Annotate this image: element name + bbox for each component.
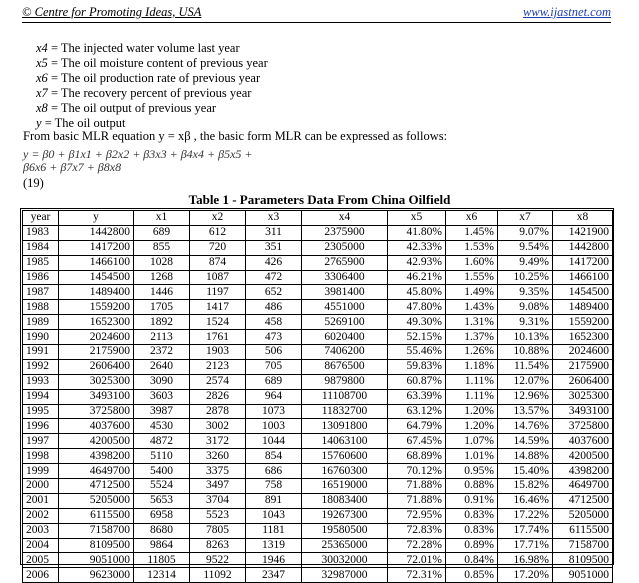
table-cell-y: 1489400 (59, 285, 134, 300)
table-cell-x2: 11092 (190, 568, 246, 583)
table-cell-x6: 1.31% (446, 315, 498, 330)
table-cell-x8: 4398200 (553, 464, 613, 479)
table-row (23, 359, 613, 374)
table-cell-x3: 891 (246, 493, 302, 508)
table-cell-x1: 689 (134, 225, 190, 240)
table-caption: Table 1 - Parameters Data From China Oilfield (188, 192, 451, 207)
table-header-row (23, 211, 613, 226)
table-cell-year: 1994 (23, 389, 59, 404)
table-cell-x8: 9051000 (553, 568, 613, 583)
table-cell-x8: 1559200 (553, 315, 613, 330)
table-cell-x5: 59.83% (388, 359, 446, 374)
table-cell-x2: 3497 (190, 479, 246, 494)
table-row (23, 389, 613, 404)
table-row (23, 493, 613, 508)
table-cell-x2: 1087 (190, 270, 246, 285)
table-cell-x3: 1044 (246, 434, 302, 449)
table-row (23, 285, 613, 300)
table-cell-x2: 1197 (190, 285, 246, 300)
table-cell-x6: 0.84% (446, 553, 498, 568)
table-cell-x1: 4872 (134, 434, 190, 449)
table-cell-x1: 5400 (134, 464, 190, 479)
table-cell-x1: 12314 (134, 568, 190, 583)
table-cell-x4: 2765900 (302, 255, 388, 270)
table-cell-x5: 71.88% (388, 493, 446, 508)
table-cell-x5: 63.39% (388, 389, 446, 404)
table-cell-x8: 2606400 (553, 374, 613, 389)
table-cell-x4: 25365000 (302, 538, 388, 553)
table-cell-x2: 2826 (190, 389, 246, 404)
table-cell-x6: 1.20% (446, 419, 498, 434)
table-cell-x6: 1.01% (446, 449, 498, 464)
table-cell-y: 4649700 (59, 464, 134, 479)
table-cell-x2: 612 (190, 225, 246, 240)
table-cell-x7: 9.08% (498, 300, 553, 315)
table-cell-x3: 964 (246, 389, 302, 404)
table-cell-y: 5205000 (59, 493, 134, 508)
table-cell-x2: 3172 (190, 434, 246, 449)
table-cell-x3: 686 (246, 464, 302, 479)
table-cell-year: 1999 (23, 464, 59, 479)
table-cell-x5: 72.83% (388, 523, 446, 538)
table-cell-x2: 2123 (190, 359, 246, 374)
table-cell-x2: 720 (190, 240, 246, 255)
table-cell-x7: 12.07% (498, 374, 553, 389)
equation-line-1: y = β0 + β1x1 + β2x2 + β3x3 + β4x4 + β5x5 + (23, 147, 253, 161)
table-cell-year: 2000 (23, 479, 59, 494)
table-cell-x7: 9.31% (498, 315, 553, 330)
mlr-equation (23, 148, 253, 174)
table-cell-x8: 4712500 (553, 493, 613, 508)
table-cell-year: 1996 (23, 419, 59, 434)
table-cell-x1: 1268 (134, 270, 190, 285)
table-cell-year: 1991 (23, 345, 59, 360)
equation-number: (19) (23, 176, 44, 190)
table-cell-year: 1992 (23, 359, 59, 374)
table-row (23, 270, 613, 285)
table-cell-x5: 64.79% (388, 419, 446, 434)
table-cell-x6: 1.45% (446, 225, 498, 240)
table-cell-x6: 1.26% (446, 345, 498, 360)
table-cell-x4: 8676500 (302, 359, 388, 374)
table-row (23, 255, 613, 270)
table-cell-x8: 3493100 (553, 404, 613, 419)
table-cell-x4: 19580500 (302, 523, 388, 538)
table-cell-x1: 6958 (134, 508, 190, 523)
table-cell-x8: 1421900 (553, 225, 613, 240)
table-cell-x6: 1.43% (446, 300, 498, 315)
table-cell-y: 7158700 (59, 523, 134, 538)
table-cell-x7: 10.88% (498, 345, 553, 360)
table-cell-year: 2003 (23, 523, 59, 538)
table-cell-year: 1986 (23, 270, 59, 285)
table-cell-year: 1984 (23, 240, 59, 255)
table-cell-y: 1454500 (59, 270, 134, 285)
table-cell-x8: 2024600 (553, 345, 613, 360)
table-cell-x8: 1417200 (553, 255, 613, 270)
table-cell-x3: 758 (246, 479, 302, 494)
table-cell-x6: 1.60% (446, 255, 498, 270)
table-cell-x1: 855 (134, 240, 190, 255)
table-cell-x7: 9.54% (498, 240, 553, 255)
table-cell-y: 4712500 (59, 479, 134, 494)
table-cell-year: 2001 (23, 493, 59, 508)
table-cell-x4: 19267300 (302, 508, 388, 523)
column-header-x4: x4 (302, 211, 388, 226)
table-cell-year: 1995 (23, 404, 59, 419)
table-cell-x4: 13091800 (302, 419, 388, 434)
table-cell-x3: 473 (246, 330, 302, 345)
table-cell-y: 1652300 (59, 315, 134, 330)
definition-item: x6 = The oil production rate of previous year (36, 71, 261, 85)
table-cell-y: 9623000 (59, 568, 134, 583)
table-row (23, 553, 613, 568)
table-cell-x7: 12.96% (498, 389, 553, 404)
table-cell-x2: 9522 (190, 553, 246, 568)
table-cell-x2: 1417 (190, 300, 246, 315)
table-cell-x8: 2175900 (553, 359, 613, 374)
table-cell-x5: 72.28% (388, 538, 446, 553)
table-row (23, 345, 613, 360)
table-cell-y: 1442800 (59, 225, 134, 240)
table-cell-y: 9051000 (59, 553, 134, 568)
column-header-year: year (23, 211, 59, 226)
table-row (23, 508, 613, 523)
table-cell-y: 2175900 (59, 345, 134, 360)
table-cell-x7: 17.20% (498, 568, 553, 583)
equation-line-2: β6x6 + β7x7 + β8x8 (23, 160, 122, 174)
table-cell-x6: 1.11% (446, 374, 498, 389)
table-cell-x6: 1.11% (446, 389, 498, 404)
table-cell-x6: 1.55% (446, 270, 498, 285)
table-cell-x4: 30032000 (302, 553, 388, 568)
table-cell-x6: 0.89% (446, 538, 498, 553)
table-cell-x1: 3090 (134, 374, 190, 389)
table-cell-x1: 2113 (134, 330, 190, 345)
table-cell-x7: 16.46% (498, 493, 553, 508)
table-row (23, 523, 613, 538)
table-cell-y: 4200500 (59, 434, 134, 449)
table-cell-x2: 1761 (190, 330, 246, 345)
table-cell-x2: 1524 (190, 315, 246, 330)
table-cell-x4: 3306400 (302, 270, 388, 285)
table-cell-x1: 8680 (134, 523, 190, 538)
table-cell-y: 3493100 (59, 389, 134, 404)
table-cell-x4: 15760600 (302, 449, 388, 464)
table-cell-x3: 458 (246, 315, 302, 330)
table-cell-x4: 11832700 (302, 404, 388, 419)
table-cell-x5: 72.31% (388, 568, 446, 583)
table-cell-x2: 3260 (190, 449, 246, 464)
table-cell-x4: 2305000 (302, 240, 388, 255)
table-cell-x5: 67.45% (388, 434, 446, 449)
publisher-name: © Centre for Promoting Ideas, USA (22, 5, 202, 19)
table-cell-x1: 11805 (134, 553, 190, 568)
table-cell-x8: 1652300 (553, 330, 613, 345)
table-cell-y: 1417200 (59, 240, 134, 255)
table-cell-x6: 1.20% (446, 404, 498, 419)
table-cell-x8: 5205000 (553, 508, 613, 523)
page-header (22, 4, 611, 23)
table-cell-y: 4037600 (59, 419, 134, 434)
table-row (23, 434, 613, 449)
table-cell-x7: 14.76% (498, 419, 553, 434)
table-cell-x4: 6020400 (302, 330, 388, 345)
table-cell-x5: 42.93% (388, 255, 446, 270)
table-cell-x2: 3375 (190, 464, 246, 479)
table-cell-x8: 3725800 (553, 419, 613, 434)
table-cell-x2: 3002 (190, 419, 246, 434)
table-cell-x6: 0.88% (446, 479, 498, 494)
table-cell-x2: 3704 (190, 493, 246, 508)
table-cell-x2: 2574 (190, 374, 246, 389)
table-cell-x3: 1073 (246, 404, 302, 419)
table-cell-y: 3725800 (59, 404, 134, 419)
table-cell-x8: 8109500 (553, 553, 613, 568)
table-cell-x6: 0.83% (446, 523, 498, 538)
table-cell-year: 1987 (23, 285, 59, 300)
table-cell-x5: 63.12% (388, 404, 446, 419)
table-cell-x3: 506 (246, 345, 302, 360)
table-cell-x4: 32987000 (302, 568, 388, 583)
table-row (23, 419, 613, 434)
table-cell-x2: 2878 (190, 404, 246, 419)
table-cell-x5: 72.01% (388, 553, 446, 568)
table-cell-year: 2005 (23, 553, 59, 568)
column-header-x2: x2 (190, 211, 246, 226)
table-cell-x6: 1.07% (446, 434, 498, 449)
table-cell-x8: 1466100 (553, 270, 613, 285)
table-cell-x6: 1.53% (446, 240, 498, 255)
definition-item: x8 = The oil output of previous year (36, 101, 217, 115)
table-cell-x7: 9.49% (498, 255, 553, 270)
table-cell-x7: 10.25% (498, 270, 553, 285)
table-cell-x3: 689 (246, 374, 302, 389)
table-cell-x4: 14063100 (302, 434, 388, 449)
table-cell-x4: 18083400 (302, 493, 388, 508)
table-cell-x1: 5110 (134, 449, 190, 464)
table-cell-year: 2004 (23, 538, 59, 553)
table-cell-x3: 1043 (246, 508, 302, 523)
table-cell-x6: 1.49% (446, 285, 498, 300)
table-cell-x1: 9864 (134, 538, 190, 553)
table-cell-year: 2002 (23, 508, 59, 523)
table-cell-year: 1997 (23, 434, 59, 449)
table-cell-x7: 14.59% (498, 434, 553, 449)
table-cell-x5: 52.15% (388, 330, 446, 345)
table-cell-x2: 7805 (190, 523, 246, 538)
definition-item: x4 = The injected water volume last year (36, 41, 240, 55)
table-cell-x6: 0.83% (446, 508, 498, 523)
column-header-x1: x1 (134, 211, 190, 226)
table-cell-x3: 705 (246, 359, 302, 374)
table-cell-x4: 4551000 (302, 300, 388, 315)
table-cell-x5: 49.30% (388, 315, 446, 330)
table-cell-y: 3025300 (59, 374, 134, 389)
column-header-x6: x6 (446, 211, 498, 226)
table-cell-x7: 17.22% (498, 508, 553, 523)
table-cell-x1: 1892 (134, 315, 190, 330)
table-row (23, 300, 613, 315)
table-cell-x7: 15.82% (498, 479, 553, 494)
column-header-x3: x3 (246, 211, 302, 226)
table-cell-x8: 4649700 (553, 479, 613, 494)
table-row (23, 538, 613, 553)
table-cell-x8: 7158700 (553, 538, 613, 553)
table-cell-x7: 9.35% (498, 285, 553, 300)
table-cell-y: 4398200 (59, 449, 134, 464)
table-cell-x2: 1903 (190, 345, 246, 360)
table-cell-x8: 1489400 (553, 300, 613, 315)
table-cell-x8: 1454500 (553, 285, 613, 300)
table-cell-x4: 9879800 (302, 374, 388, 389)
table-cell-x1: 2372 (134, 345, 190, 360)
table-cell-year: 1998 (23, 449, 59, 464)
table-cell-x5: 68.89% (388, 449, 446, 464)
table-row (23, 479, 613, 494)
table-cell-x2: 5523 (190, 508, 246, 523)
table-cell-x8: 4037600 (553, 434, 613, 449)
table-cell-x5: 71.88% (388, 479, 446, 494)
definition-item: y = The oil output (36, 116, 126, 130)
table-cell-year: 1993 (23, 374, 59, 389)
parameters-table (22, 210, 613, 583)
table-cell-x4: 16760300 (302, 464, 388, 479)
mlr-intro-text: From basic MLR equation y = xβ , the basic form MLR can be expressed as follows: (23, 129, 448, 143)
table-row (23, 464, 613, 479)
column-header-y: y (59, 211, 134, 226)
table-cell-year: 1988 (23, 300, 59, 315)
table-cell-year: 1989 (23, 315, 59, 330)
table-cell-y: 6115500 (59, 508, 134, 523)
table-cell-x6: 1.18% (446, 359, 498, 374)
table-cell-year: 1983 (23, 225, 59, 240)
table-cell-x5: 41.80% (388, 225, 446, 240)
table-cell-x3: 472 (246, 270, 302, 285)
table-cell-x1: 1028 (134, 255, 190, 270)
table-cell-x4: 2375900 (302, 225, 388, 240)
table-cell-x7: 15.40% (498, 464, 553, 479)
table-row (23, 315, 613, 330)
table-cell-x3: 426 (246, 255, 302, 270)
table-cell-x7: 14.88% (498, 449, 553, 464)
table-cell-x4: 16519000 (302, 479, 388, 494)
table-cell-year: 2006 (23, 568, 59, 583)
table-row (23, 568, 613, 583)
table-cell-x3: 854 (246, 449, 302, 464)
table-cell-x8: 4200500 (553, 449, 613, 464)
table-cell-x6: 0.91% (446, 493, 498, 508)
table-cell-x3: 1181 (246, 523, 302, 538)
table-cell-y: 1466100 (59, 255, 134, 270)
table-cell-x5: 46.21% (388, 270, 446, 285)
table-cell-year: 1985 (23, 255, 59, 270)
table-cell-year: 1990 (23, 330, 59, 345)
table-cell-x1: 3603 (134, 389, 190, 404)
table-cell-x5: 47.80% (388, 300, 446, 315)
table-cell-x3: 1003 (246, 419, 302, 434)
table-cell-x5: 60.87% (388, 374, 446, 389)
table-cell-y: 8109500 (59, 538, 134, 553)
table-cell-x7: 10.13% (498, 330, 553, 345)
table-cell-x3: 1319 (246, 538, 302, 553)
table-cell-x1: 3987 (134, 404, 190, 419)
table-cell-x7: 17.74% (498, 523, 553, 538)
table-cell-x1: 4530 (134, 419, 190, 434)
table-cell-x4: 3981400 (302, 285, 388, 300)
table-cell-x6: 1.37% (446, 330, 498, 345)
table-row (23, 240, 613, 255)
table-cell-x3: 1946 (246, 553, 302, 568)
table-row (23, 330, 613, 345)
table-cell-x8: 3025300 (553, 389, 613, 404)
column-header-x5: x5 (388, 211, 446, 226)
definition-item: x7 = The recovery percent of previous year (36, 86, 252, 100)
table-cell-x8: 1442800 (553, 240, 613, 255)
column-header-x7: x7 (498, 211, 553, 226)
table-cell-x2: 8263 (190, 538, 246, 553)
table-cell-x3: 311 (246, 225, 302, 240)
table-cell-x1: 2640 (134, 359, 190, 374)
table-row (23, 449, 613, 464)
variable-definitions (36, 41, 268, 131)
table-cell-x6: 0.85% (446, 568, 498, 583)
definition-item: x5 = The oil moisture content of previous year (36, 56, 268, 70)
table-cell-x1: 1705 (134, 300, 190, 315)
table-cell-x4: 5269100 (302, 315, 388, 330)
table-row (23, 404, 613, 419)
table-cell-x1: 5653 (134, 493, 190, 508)
table-cell-x7: 11.54% (498, 359, 553, 374)
table-cell-x5: 72.95% (388, 508, 446, 523)
table-cell-x3: 351 (246, 240, 302, 255)
table-cell-x5: 70.12% (388, 464, 446, 479)
table-cell-x1: 5524 (134, 479, 190, 494)
table-cell-x3: 486 (246, 300, 302, 315)
table-row (23, 225, 613, 240)
journal-url-link[interactable]: www.ijastnet.com (523, 5, 611, 19)
table-cell-x5: 45.80% (388, 285, 446, 300)
table-cell-x5: 55.46% (388, 345, 446, 360)
table-row (23, 374, 613, 389)
table-cell-x7: 9.07% (498, 225, 553, 240)
table-cell-y: 2024600 (59, 330, 134, 345)
table-cell-x3: 652 (246, 285, 302, 300)
table-cell-x7: 17.71% (498, 538, 553, 553)
table-cell-x7: 16.98% (498, 553, 553, 568)
table-cell-y: 1559200 (59, 300, 134, 315)
table-cell-x4: 7406200 (302, 345, 388, 360)
table-cell-x1: 1446 (134, 285, 190, 300)
column-header-x8: x8 (553, 211, 613, 226)
table-cell-x5: 42.33% (388, 240, 446, 255)
table-cell-y: 2606400 (59, 359, 134, 374)
table-cell-x4: 11108700 (302, 389, 388, 404)
table-cell-x3: 2347 (246, 568, 302, 583)
table-cell-x6: 0.95% (446, 464, 498, 479)
table-cell-x8: 6115500 (553, 523, 613, 538)
table-cell-x2: 874 (190, 255, 246, 270)
table-cell-x7: 13.57% (498, 404, 553, 419)
